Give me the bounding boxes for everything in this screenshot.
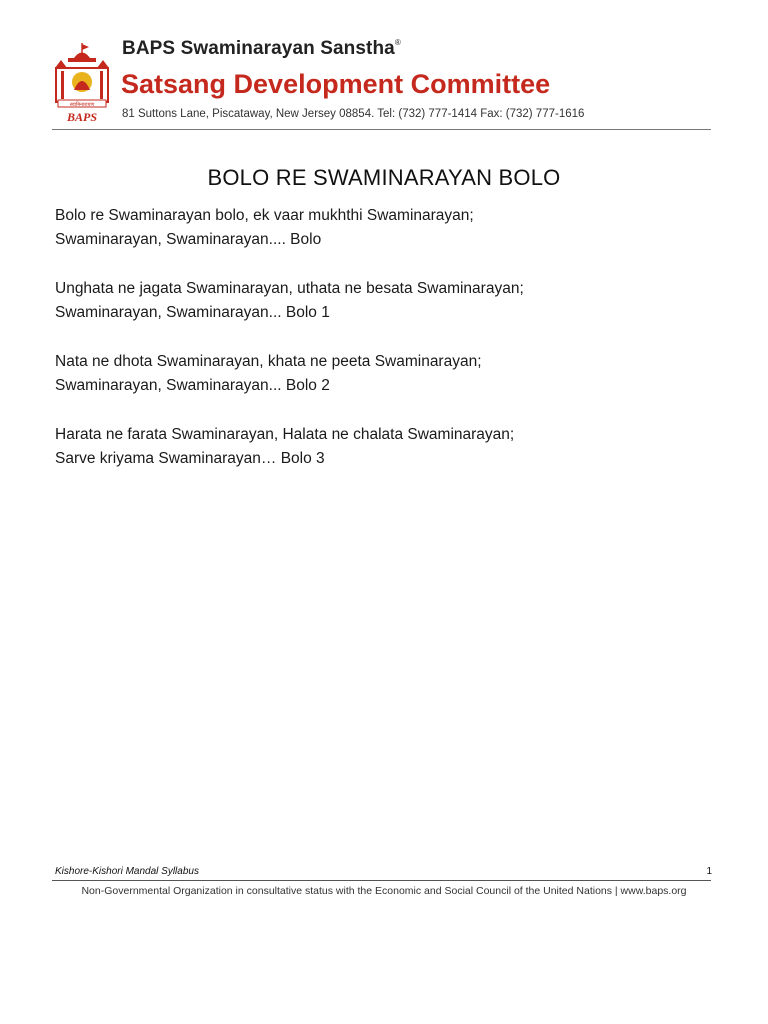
- baps-temple-logo-icon: [52, 42, 112, 124]
- org-address: 81 Suttons Lane, Piscataway, New Jersey 08854. Tel: (732) 777-1414 Fax: (732) 777-1616: [122, 108, 585, 120]
- stanza: [55, 277, 715, 325]
- stanza-refrain: Sarve kriyama Swaminarayan… Bolo 3: [55, 450, 325, 467]
- stanza-refrain: Swaminarayan, Swaminarayan.... Bolo: [55, 231, 322, 248]
- footer-syllabus-label: Kishore-Kishori Mandal Syllabus: [55, 866, 199, 877]
- registered-mark: ®: [394, 38, 401, 47]
- stanza: [55, 423, 715, 471]
- logo-script-text: स्वामिनारायण: [69, 102, 95, 108]
- committee-title: Satsang Development Committee: [121, 69, 551, 99]
- footer-divider: [52, 880, 711, 881]
- stanza-line: Unghata ne jagata Swaminarayan, uthata ne besata Swaminarayan;: [55, 280, 524, 297]
- page-number: 1: [706, 866, 712, 877]
- header-divider: [52, 129, 711, 130]
- stanza: [55, 204, 715, 252]
- logo-caption: BAPS: [66, 110, 98, 124]
- stanza-line: Nata ne dhota Swaminarayan, khata ne peeta Swaminarayan;: [55, 353, 482, 370]
- org-name: BAPS Swaminarayan Sanstha®: [122, 38, 401, 59]
- stanza: [55, 350, 715, 398]
- lyrics-body: [55, 204, 715, 496]
- stanza-refrain: Swaminarayan, Swaminarayan... Bolo 1: [55, 304, 330, 321]
- footer-ngo-statement: Non-Governmental Organization in consultative status with the Economic and Social Council of the United Nations | www.baps.org: [81, 885, 687, 897]
- document-title: BOLO RE SWAMINARAYAN BOLO: [207, 164, 561, 190]
- stanza-refrain: Swaminarayan, Swaminarayan... Bolo 2: [55, 377, 330, 394]
- stanza-line: Harata ne farata Swaminarayan, Halata ne chalata Swaminarayan;: [55, 426, 515, 443]
- stanza-line: Bolo re Swaminarayan bolo, ek vaar mukhthi Swaminarayan;: [55, 207, 474, 224]
